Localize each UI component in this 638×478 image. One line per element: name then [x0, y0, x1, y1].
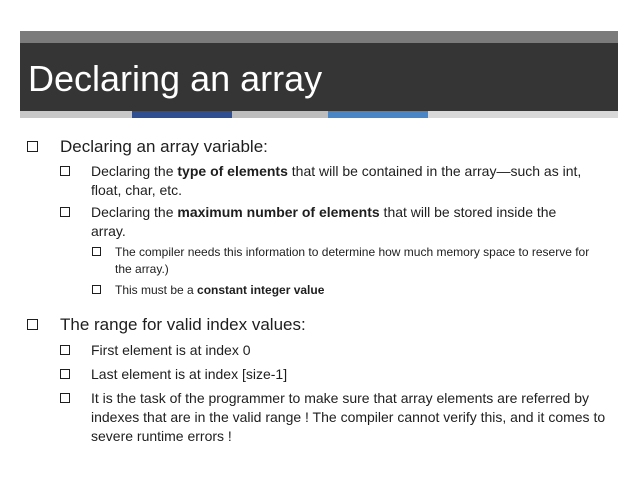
sub-bullet-programmer-task	[60, 389, 608, 446]
sub-bullet-first-element	[60, 341, 608, 360]
bold-text-run: maximum number of elements	[177, 204, 380, 220]
text-run: This must be a	[115, 283, 198, 297]
sub-bullet-text	[91, 162, 608, 200]
text-run: that will be stored inside the array.	[91, 204, 557, 239]
checkbox-square-bullet-icon	[27, 319, 38, 330]
text-run: that will be contained in the array—such as int, float, char, etc.	[91, 163, 582, 198]
checkbox-square-bullet-icon	[60, 207, 70, 217]
checkbox-square-bullet-icon	[27, 141, 38, 152]
checkbox-square-bullet-icon	[92, 247, 101, 256]
sub-bullet-text: Last element is at index [size-1]	[91, 366, 288, 382]
sub-bullet-text	[91, 203, 580, 241]
sub-bullet-text: First element is at index 0	[91, 342, 251, 358]
sub-bullet-type-of-elements	[60, 162, 608, 200]
bullet-text: Declaring an array variable:	[60, 137, 268, 156]
checkbox-square-bullet-icon	[60, 369, 70, 379]
bullet-declaring-array-variable	[27, 136, 607, 158]
checkbox-square-bullet-icon	[60, 166, 70, 176]
sub-bullet-text: It is the task of the programmer to make sure that array elements are referred by indexes that are in the valid range ! The compiler cannot verify this, and it comes to severe runtime errors !	[91, 390, 606, 444]
sub-sub-bullet-text: The compiler needs this information to determine how much memory space to reserve for the array.)	[115, 245, 590, 276]
sub-bullet-last-element	[60, 365, 608, 384]
slide-title: Declaring an array	[28, 58, 323, 99]
bullet-text: The range for valid index values:	[60, 315, 306, 334]
text-run: Declaring the	[91, 163, 178, 179]
checkbox-square-bullet-icon	[60, 393, 70, 403]
text-run: Declaring the	[91, 204, 178, 220]
bold-text-run: type of elements	[177, 163, 288, 179]
bullet-range-valid-index-values	[27, 314, 607, 336]
sub-sub-bullet-constant-integer-value	[92, 282, 592, 299]
sub-sub-bullet-compiler-needs-info	[92, 244, 592, 278]
checkbox-square-bullet-icon	[60, 345, 70, 355]
sub-bullet-maximum-number-of-elements	[60, 203, 580, 241]
bold-text-run: constant integer value	[197, 283, 325, 297]
sub-sub-bullet-text	[115, 282, 324, 299]
checkbox-square-bullet-icon	[92, 285, 101, 294]
